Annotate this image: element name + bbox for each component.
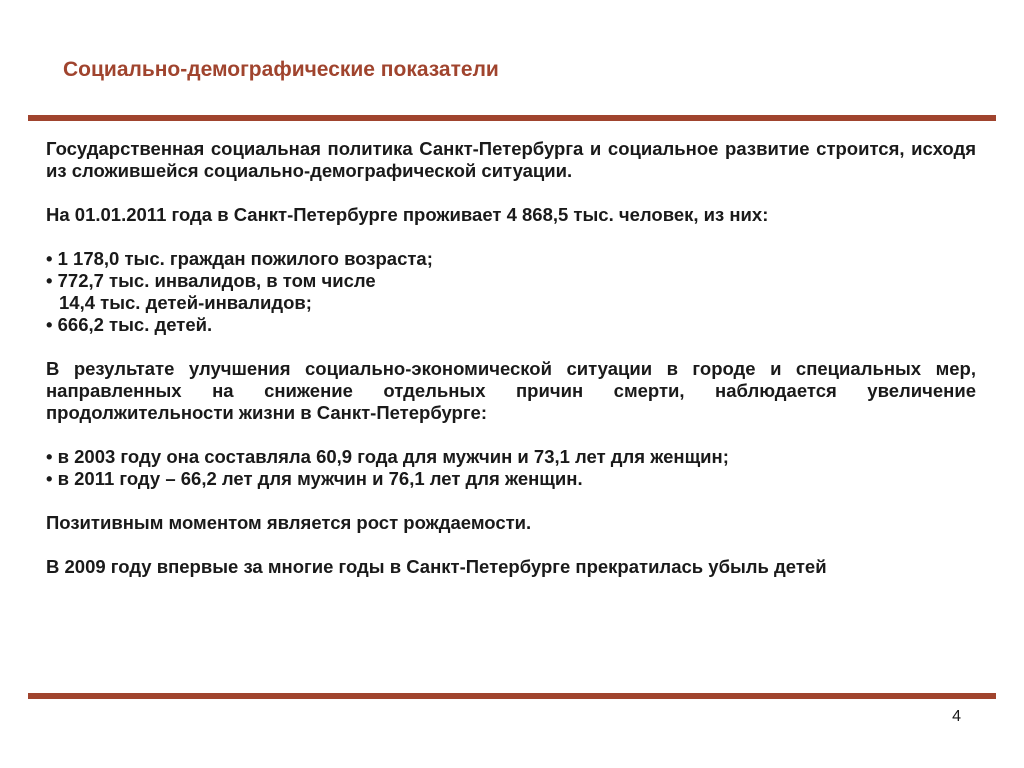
list-item: 14,4 тыс. детей-инвалидов; (59, 292, 312, 313)
birth-rate-paragraph: Позитивным моментом является рост рождаемости. (46, 512, 532, 533)
list-item: • 1 178,0 тыс. граждан пожилого возраста; (46, 248, 433, 269)
population-paragraph: На 01.01.2011 года в Санкт-Петербурге проживает 4 868,5 тыс. человек, из них: (46, 204, 769, 225)
bottom-divider (28, 693, 996, 699)
page-number: 4 (952, 708, 961, 725)
list-item: • в 2003 году она составляла 60,9 года для мужчин и 73,1 лет для женщин; (46, 446, 729, 467)
child-decline-paragraph: В 2009 году впервые за многие годы в Санкт-Петербурге прекратилась убыль детей (46, 556, 827, 577)
slide-title: Социально-демографические показатели (63, 58, 499, 81)
population-list (46, 248, 976, 336)
intro-paragraph: Государственная социальная политика Санкт-Петербурга и социальное развитие строится, исходя из сложившейся социально-демографической ситуации. (46, 138, 976, 181)
life-expectancy-list (46, 446, 976, 490)
list-item: • 666,2 тыс. детей. (46, 314, 213, 335)
top-divider (28, 115, 996, 121)
list-item: • 772,7 тыс. инвалидов, в том числе (46, 270, 376, 291)
list-item: • в 2011 году – 66,2 лет для мужчин и 76,1 лет для женщин. (46, 468, 583, 489)
life-expectancy-paragraph: В результате улучшения социально-экономической ситуации в городе и специальных мер, направленных на снижение отдельных причин смерти, наблюдается увеличение продолжительности жизни в Санкт-Петербурге: (46, 358, 976, 423)
slide-body (46, 138, 976, 600)
